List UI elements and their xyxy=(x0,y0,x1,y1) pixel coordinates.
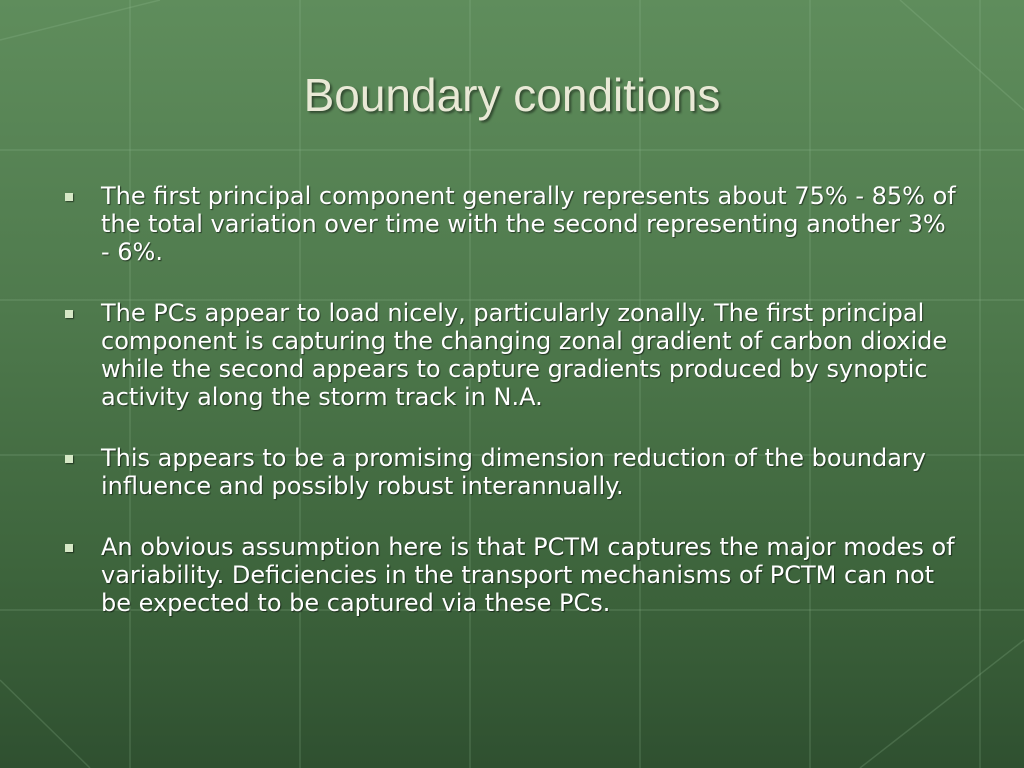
bullet-item xyxy=(58,299,958,411)
bullet-text: An obvious assumption here is that PCTM captures the major modes of variability. Deficiencies in the transport mechanisms of PCTM can not be expected to be captured via these PCs. xyxy=(101,533,955,617)
square-bullet-icon xyxy=(65,455,73,463)
bullet-text: The first principal component generally represents about 75% - 85% of the total variation over time with the second representing another 3% - 6%. xyxy=(101,182,956,266)
bullet-list xyxy=(58,182,958,650)
bullet-item xyxy=(58,533,958,617)
bullet-text: The PCs appear to load nicely, particularly zonally. The first principal component is capturing the changing zonal gradient of carbon dioxide while the second appears to capture gradients produced by synoptic activity along the storm track in N.A. xyxy=(101,299,948,411)
bullet-item xyxy=(58,182,958,266)
square-bullet-icon xyxy=(65,544,73,552)
bullet-text: This appears to be a promising dimension reduction of the boundary influence and possibly robust interannually. xyxy=(101,444,926,500)
bullet-item xyxy=(58,444,958,500)
square-bullet-icon xyxy=(65,310,73,318)
slide-title: Boundary conditions xyxy=(303,69,721,121)
square-bullet-icon xyxy=(65,193,73,201)
